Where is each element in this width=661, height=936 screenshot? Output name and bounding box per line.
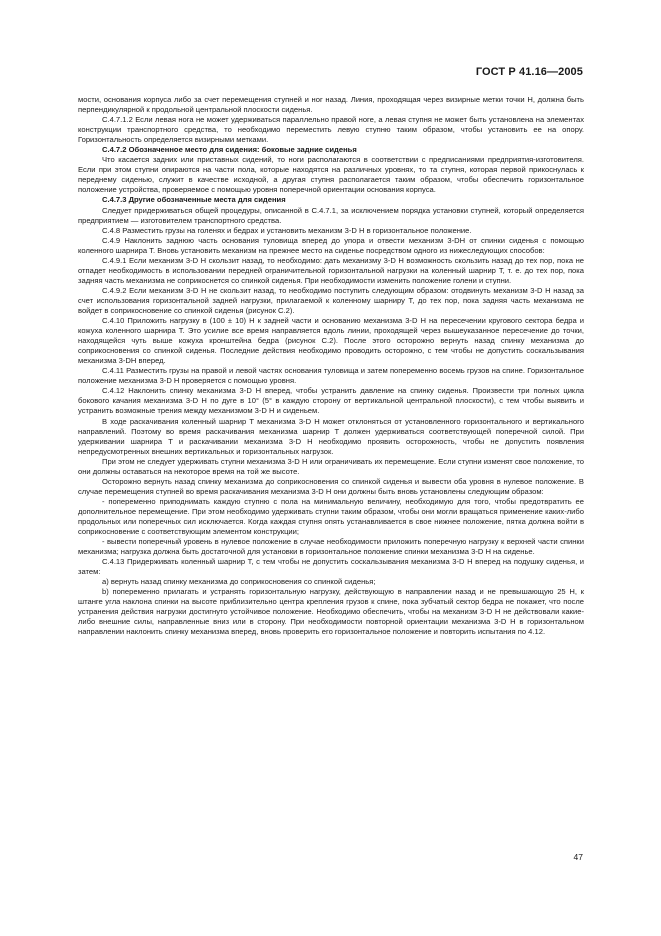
paragraph: С.4.13 Придерживать коленный шарнир T, с тем чтобы не допустить соскальзывания механизма 3-D H вперед на подушку сиденья, и затем: xyxy=(78,557,584,577)
paragraph: С.4.9.1 Если механизм 3-D H скользит назад, то необходимо: дать механизму 3-D H возможность скользить назад до тех пор, пока не отпадет необходимость в использовании передней ограничительной горизонтальной нагрузки на коленный шарнир T, т. е. до тех пор, пока задняя часть механизма не соприкоснется со спинкой сиденья. При необходимости изменить положение голени и ступни. xyxy=(78,255,584,285)
paragraph: Что касается задних или приставных сидений, то ноги располагаются в соответствии с предписаниями предприятия-изготовителя. Если при этом ступни опираются на части пола, которые находятся на различных уровнях, то та ступня, которая первой прикоснулась к переднему сиденью, служит в качестве исходной, а другая ступня располагается таким образом, чтобы обеспечить горизонтальное положение устройства, проверяемое с помощью уровня поперечной ориентации основания корпуса. xyxy=(78,155,584,195)
paragraph: При этом не следует удерживать ступни механизма 3-D H или ограничивать их перемещение. Если ступни изменят свое положение, то они должны оставаться на некоторое время на той же высоте. xyxy=(78,456,584,476)
section-heading: С.4.7.3 Другие обозначенные места для сидения xyxy=(102,195,286,205)
paragraph: С.4.9 Наклонить заднюю часть основания туловища вперед до упора и отвести механизм 3-DH от спинки сиденья с помощью коленного шарнира T. Вновь установить механизм на прежнее место на сиденье посредством одного из нижеследующих способов: xyxy=(78,235,584,255)
paragraph: Осторожно вернуть назад спинку механизма до соприкосновения со спинкой сиденья и вывести оба уровня в нулевое положение. В случае перемещения ступней во время раскачивания механизма 3-D H они должны быть вновь установлены следующим образом: xyxy=(78,476,584,496)
paragraph: С.4.9.2 Если механизм 3-D H не скользит назад, то необходимо поступить следующим образом: отодвинуть механизм 3-D H назад за счет использования горизонтальной задней нагрузки, прилагаемой к коленному шарниру T, до тех пор, пока задняя часть механизма не войдет в соприкосновение со спинкой сиденья (рисунок С.2). xyxy=(78,285,584,315)
paragraph: b) попеременно прилагать и устранять горизонтальную нагрузку, действующую в направлении назад и не превышающую 25 Н, к штанге угла наклона спинки на высоте приблизительно центра крепления грузов к спине, пока зубчатый сектор бедра не покажет, что после устранения действия нагрузки достигнуто устойчивое положение. Необходимо обеспечить, чтобы на механизм 3-D H не действовали какие-либо внешние силы, направленные вниз или в сторону. При необходимости повторной ориентации механизма 3-D H в горизонтальном направлении наклонить спинку механизма вперед, вновь проверить его горизонтальное положение и повторить испытания по 4.12. xyxy=(78,587,584,637)
document-body xyxy=(78,95,584,638)
section-heading: С.4.7.2 Обозначенное место для сидения: боковые задние сиденья xyxy=(102,145,357,155)
document-header: ГОСТ Р 41.16—2005 xyxy=(475,66,583,78)
paragraph: - попеременно приподнимать каждую ступню с пола на минимальную величину, необходимую для того, чтобы предотвратить ее дополнительное перемещение. При этом необходимо удерживать ступни таким образом, чтобы они могли вращаться применение каких-либо продольных или поперечных сил исключается. Когда каждая ступня опять устанавливается в свое нижнее положение, пятка должна войти в соприкосновение с соответствующим элементом конструкции; xyxy=(78,496,584,537)
paragraph: С.4.12 Наклонить спинку механизма 3-D H вперед, чтобы устранить давление на спинку сиденья. Произвести три полных цикла бокового качания механизма 3-D H по дуге в 10° (5° в каждую сторону от вертикальной центральной плоскости), с тем чтобы выявить и устранить возможные трения между механизмом 3-D H и сиденьем. xyxy=(78,386,584,416)
paragraph: С.4.10 Приложить нагрузку в (100 ± 10) Н к задней части и основанию механизма 3-D H на пересечении кругового сектора бедра и кожуха коленного шарнира T. Это усилие все время направляется вдоль линии, проходящей через вышеуказанное пересечение до точки, находящейся чуть выше кожуха кронштейна бедра (рисунок С.2). После этого осторожно вернуть назад спинку механизма до соприкосновения со спинкой сиденья. Последние действия необходимо проводить осторожно, с тем чтобы не допустить соскальзывания механизма 3-DH вперед. xyxy=(78,316,584,366)
paragraph: Следует придерживаться общей процедуры, описанной в С.4.7.1, за исключением порядка установки ступней, который определяется предприятием — изготовителем транспортного средства. xyxy=(78,205,584,225)
paragraph: - вывести поперечный уровень в нулевое положение в случае необходимости приложить поперечную нагрузку к верхней части спинки механизма; нагрузка должна быть достаточной для установки в горизонтальное положение спинки механизма 3-D H на сиденье. xyxy=(78,537,584,557)
paragraph: В ходе раскачивания коленный шарнир T механизма 3-D H может отклоняться от установленного горизонтального и вертикального направлений. Поэтому во время раскачивания механизма шарнир T должен удерживаться соответствующей поперечной силой. При удерживании шарнира T и раскачивании механизма 3-D H необходимо проявить осторожность, чтобы не допустить появления непредусмотренных внешних вертикальных и горизонтальных нагрузок. xyxy=(78,416,584,456)
paragraph: С.4.11 Разместить грузы на правой и левой частях основания туловища и затем попеременно восемь грузов на спине. Горизонтальное положение механизма 3-D H проверяется с помощью уровня. xyxy=(78,366,584,386)
paragraph: С.4.7.1.2 Если левая нога не может удерживаться параллельно правой ноге, а левая ступня не может быть установлена на элементах конструкции транспортного средства, то необходимо переместить левую ступню таким образом, чтобы установить ее на опору. Горизонтальность определяется визирными метками. xyxy=(78,115,584,145)
page-number: 47 xyxy=(573,852,583,862)
paragraph: С.4.8 Разместить грузы на голенях и бедрах и установить механизм 3-D H в горизонтальное положение. xyxy=(102,225,472,235)
paragraph: а) вернуть назад спинку механизма до соприкосновения со спинкой сиденья; xyxy=(102,577,376,587)
paragraph: мости, основания корпуса либо за счет перемещения ступней и ног назад. Линия, проходящая через визирные метки точки H, должна быть перпендикулярной к продольной центральной плоскости сиденья. xyxy=(78,95,584,115)
